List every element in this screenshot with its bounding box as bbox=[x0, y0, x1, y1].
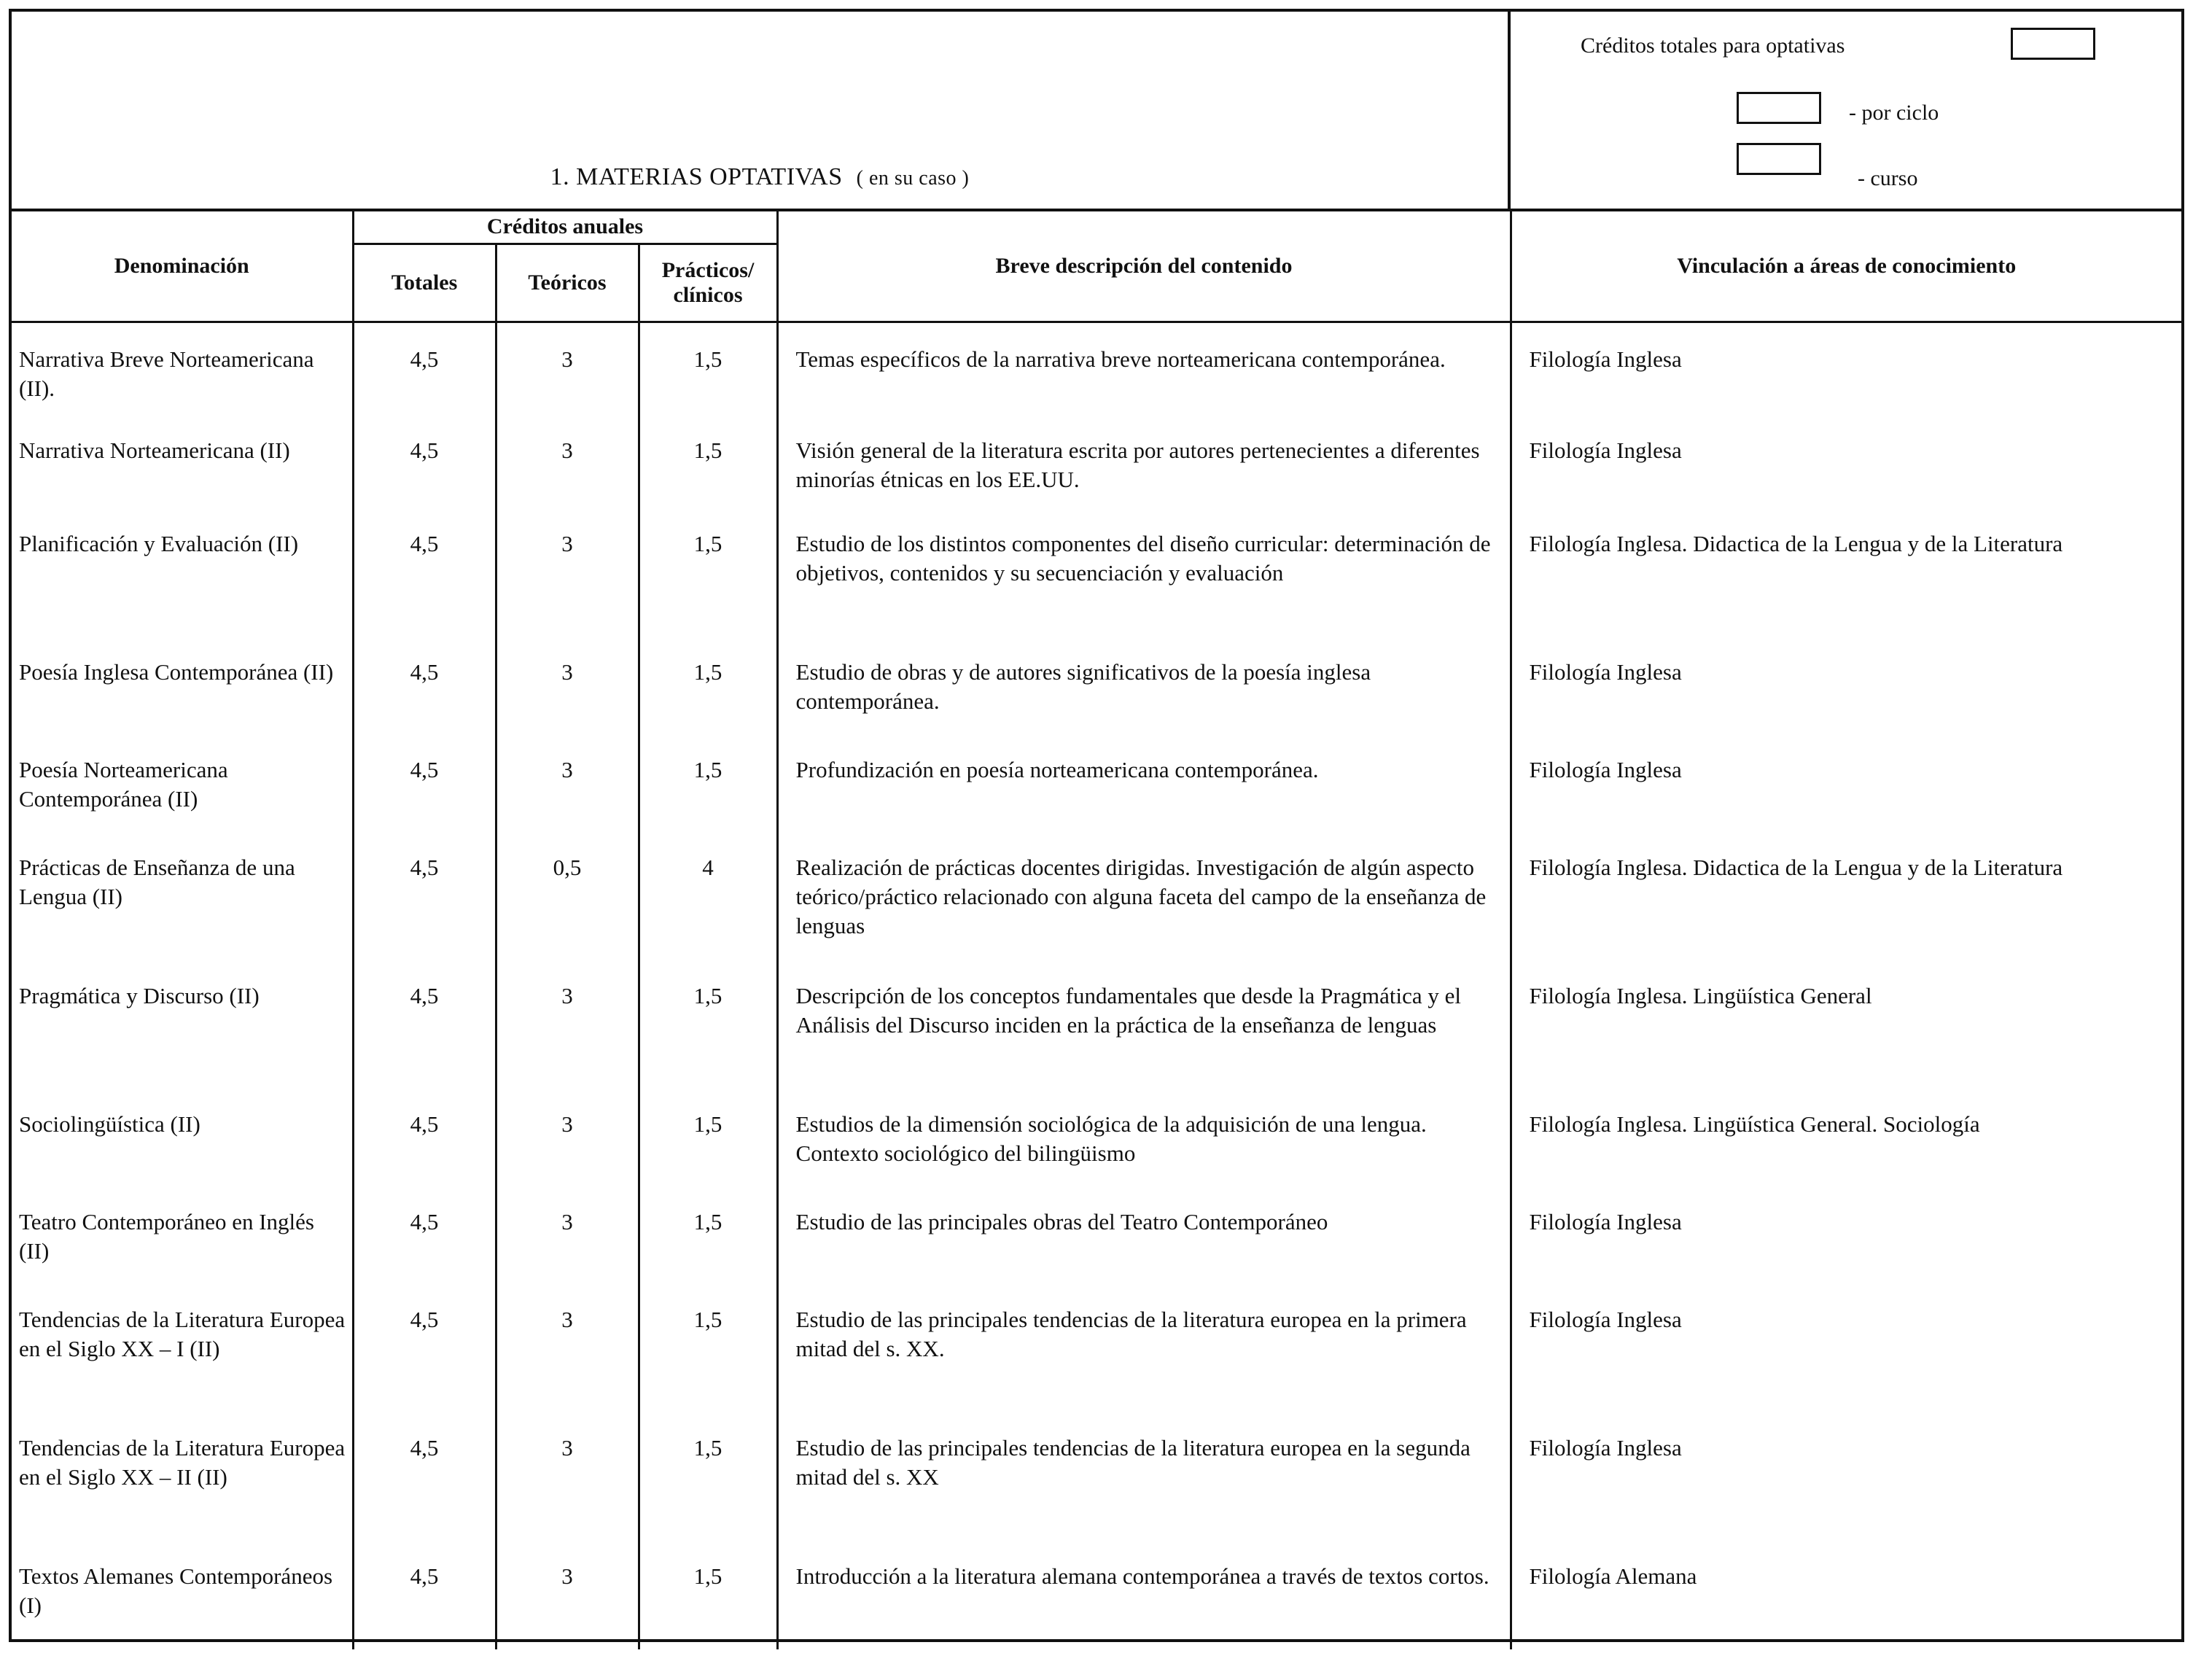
col-practicos: Prácticos/ clínicos bbox=[639, 244, 777, 322]
row-denominacion: Tendencias de la Literatura Europea en el Siglo XX – I (II) bbox=[12, 1286, 353, 1415]
row-vinculacion: Filología Inglesa. Lingüística General bbox=[1511, 962, 2181, 1091]
row-denominacion: Teatro Contemporáneo en Inglés (II) bbox=[12, 1189, 353, 1286]
row-vinculacion: Filología Inglesa bbox=[1511, 417, 2181, 510]
col-denominacion: Denominación bbox=[12, 210, 353, 322]
row-vinculacion: Filología Inglesa bbox=[1511, 1286, 2181, 1415]
row-descripcion: Estudio de las principales obras del Teatro Contemporáneo bbox=[777, 1189, 1511, 1286]
row-totales: 4,5 bbox=[353, 1189, 496, 1286]
table-row bbox=[12, 962, 2181, 1091]
row-totales: 4,5 bbox=[353, 639, 496, 736]
table-row bbox=[12, 417, 2181, 510]
row-denominacion: Sociolingüística (II) bbox=[12, 1091, 353, 1189]
row-practicos: 1,5 bbox=[639, 1091, 777, 1189]
row-teoricos: 3 bbox=[496, 1415, 639, 1543]
optativas-table-wrap bbox=[12, 209, 2181, 1649]
row-totales: 4,5 bbox=[353, 1286, 496, 1415]
row-denominacion: Narrativa Breve Norteamericana (II). bbox=[12, 322, 353, 417]
row-teoricos: 3 bbox=[496, 417, 639, 510]
col-vinculacion: Vinculación a áreas de conocimiento bbox=[1511, 210, 2181, 322]
row-totales: 4,5 bbox=[353, 834, 496, 962]
col-totales: Totales bbox=[353, 244, 496, 322]
section-title bbox=[12, 163, 1508, 191]
row-vinculacion: Filología Inglesa bbox=[1511, 322, 2181, 417]
row-practicos: 4 bbox=[639, 834, 777, 962]
per-cycle-label: - por ciclo bbox=[1849, 101, 1939, 125]
row-practicos: 1,5 bbox=[639, 1543, 777, 1649]
table-row bbox=[12, 736, 2181, 834]
row-teoricos: 3 bbox=[496, 1091, 639, 1189]
row-practicos: 1,5 bbox=[639, 639, 777, 736]
row-denominacion: Poesía Norteamericana Contemporánea (II) bbox=[12, 736, 353, 834]
per-cycle-box[interactable] bbox=[1737, 92, 1821, 124]
col-creditos-anuales: Créditos anuales bbox=[353, 210, 777, 244]
row-vinculacion: Filología Inglesa bbox=[1511, 736, 2181, 834]
row-teoricos: 0,5 bbox=[496, 834, 639, 962]
section-title-text: 1. MATERIAS OPTATIVAS bbox=[550, 163, 843, 190]
row-teoricos: 3 bbox=[496, 1286, 639, 1415]
row-teoricos: 3 bbox=[496, 510, 639, 639]
table-row bbox=[12, 1543, 2181, 1649]
row-totales: 4,5 bbox=[353, 1091, 496, 1189]
row-practicos: 1,5 bbox=[639, 322, 777, 417]
row-totales: 4,5 bbox=[353, 510, 496, 639]
form-header bbox=[12, 12, 2181, 211]
row-totales: 4,5 bbox=[353, 417, 496, 510]
row-teoricos: 3 bbox=[496, 736, 639, 834]
row-descripcion: Realización de prácticas docentes dirigidas. Investigación de algún aspecto teórico/práctico relacionado con alguna faceta del campo de la enseñanza de lenguas bbox=[777, 834, 1511, 962]
row-vinculacion: Filología Inglesa. Didactica de la Lengua y de la Literatura bbox=[1511, 510, 2181, 639]
row-vinculacion: Filología Alemana bbox=[1511, 1543, 2181, 1649]
section-title-note: ( en su caso ) bbox=[856, 167, 970, 190]
row-teoricos: 3 bbox=[496, 1543, 639, 1649]
credits-total-box[interactable] bbox=[2011, 28, 2095, 60]
table-row bbox=[12, 510, 2181, 639]
optativas-table bbox=[12, 209, 2181, 1649]
row-practicos: 1,5 bbox=[639, 1189, 777, 1286]
row-vinculacion: Filología Inglesa bbox=[1511, 1189, 2181, 1286]
row-denominacion: Poesía Inglesa Contemporánea (II) bbox=[12, 639, 353, 736]
row-descripcion: Estudio de los distintos componentes del diseño curricular: determinación de objetivos, contenidos y su secuenciación y evaluación bbox=[777, 510, 1511, 639]
row-totales: 4,5 bbox=[353, 962, 496, 1091]
row-vinculacion: Filología Inglesa bbox=[1511, 1415, 2181, 1543]
row-practicos: 1,5 bbox=[639, 1286, 777, 1415]
row-denominacion: Tendencias de la Literatura Europea en el Siglo XX – II (II) bbox=[12, 1415, 353, 1543]
row-descripcion: Estudio de las principales tendencias de la literatura europea en la segunda mitad del s. XX bbox=[777, 1415, 1511, 1543]
row-descripcion: Profundización en poesía norteamericana contemporánea. bbox=[777, 736, 1511, 834]
row-practicos: 1,5 bbox=[639, 1415, 777, 1543]
row-practicos: 1,5 bbox=[639, 510, 777, 639]
row-teoricos: 3 bbox=[496, 639, 639, 736]
optativas-form bbox=[9, 9, 2184, 1642]
table-row bbox=[12, 1189, 2181, 1286]
credits-panel bbox=[1511, 12, 2181, 209]
row-practicos: 1,5 bbox=[639, 962, 777, 1091]
table-row bbox=[12, 1286, 2181, 1415]
row-denominacion: Prácticas de Enseñanza de una Lengua (II) bbox=[12, 834, 353, 962]
row-teoricos: 3 bbox=[496, 1189, 639, 1286]
row-totales: 4,5 bbox=[353, 322, 496, 417]
row-vinculacion: Filología Inglesa bbox=[1511, 639, 2181, 736]
table-row bbox=[12, 1091, 2181, 1189]
col-descripcion: Breve descripción del contenido bbox=[777, 210, 1511, 322]
table-row bbox=[12, 1415, 2181, 1543]
table-row bbox=[12, 639, 2181, 736]
row-practicos: 1,5 bbox=[639, 417, 777, 510]
row-vinculacion: Filología Inglesa. Lingüística General. Sociología bbox=[1511, 1091, 2181, 1189]
row-teoricos: 3 bbox=[496, 962, 639, 1091]
row-totales: 4,5 bbox=[353, 1415, 496, 1543]
table-header bbox=[12, 210, 2181, 322]
row-practicos: 1,5 bbox=[639, 736, 777, 834]
row-totales: 4,5 bbox=[353, 1543, 496, 1649]
course-label: - curso bbox=[1858, 166, 1918, 190]
section-title-cell bbox=[12, 12, 1511, 209]
row-descripcion: Estudio de las principales tendencias de la literatura europea en la primera mitad del s. XX. bbox=[777, 1286, 1511, 1415]
col-teoricos: Teóricos bbox=[496, 244, 639, 322]
row-denominacion: Planificación y Evaluación (II) bbox=[12, 510, 353, 639]
credits-total-label: Créditos totales para optativas bbox=[1581, 34, 1845, 58]
row-totales: 4,5 bbox=[353, 736, 496, 834]
table-row bbox=[12, 834, 2181, 962]
table-body bbox=[12, 322, 2181, 1649]
row-denominacion: Textos Alemanes Contemporáneos (I) bbox=[12, 1543, 353, 1649]
row-vinculacion: Filología Inglesa. Didactica de la Lengua y de la Literatura bbox=[1511, 834, 2181, 962]
course-box[interactable] bbox=[1737, 143, 1821, 175]
row-descripcion: Estudios de la dimensión sociológica de la adquisición de una lengua. Contexto sociológico del bilingüismo bbox=[777, 1091, 1511, 1189]
row-descripcion: Estudio de obras y de autores significativos de la poesía inglesa contemporánea. bbox=[777, 639, 1511, 736]
row-descripcion: Temas específicos de la narrativa breve norteamericana contemporánea. bbox=[777, 322, 1511, 417]
row-descripcion: Visión general de la literatura escrita por autores pertenecientes a diferentes minorías étnicas en los EE.UU. bbox=[777, 417, 1511, 510]
table-row bbox=[12, 322, 2181, 417]
row-descripcion: Descripción de los conceptos fundamentales que desde la Pragmática y el Análisis del Discurso inciden en la práctica de la enseñanza de lenguas bbox=[777, 962, 1511, 1091]
row-teoricos: 3 bbox=[496, 322, 639, 417]
row-denominacion: Narrativa Norteamericana (II) bbox=[12, 417, 353, 510]
row-denominacion: Pragmática y Discurso (II) bbox=[12, 962, 353, 1091]
row-descripcion: Introducción a la literatura alemana contemporánea a través de textos cortos. bbox=[777, 1543, 1511, 1649]
